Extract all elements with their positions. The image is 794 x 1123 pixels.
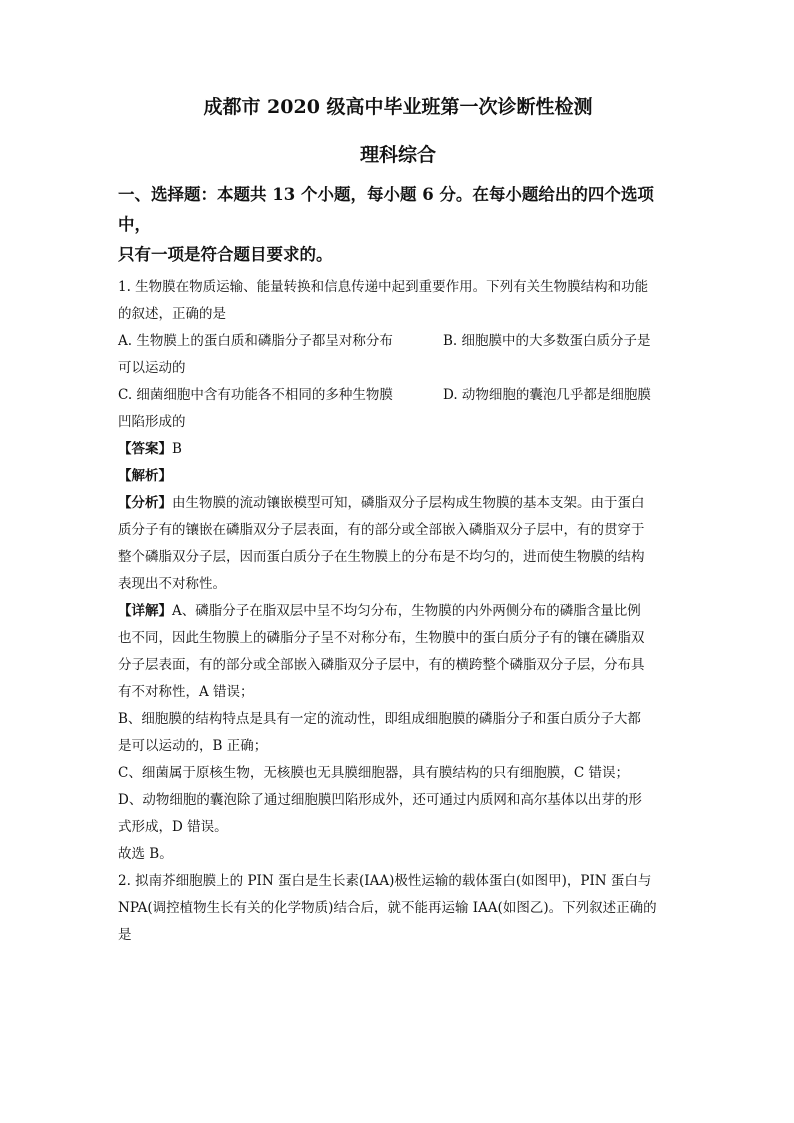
q1-c-line-1: C、细菌属于原核生物，无核膜也无具膜细胞器，具有膜结构的只有细胞膜，C 错误； [118, 765, 629, 781]
section-heading-line-2: 只有一项是符合题目要求的。 [118, 245, 333, 264]
answer-value: B [172, 441, 182, 457]
q1-xiangjie-line-4: 有不对称性，A 错误； [118, 684, 254, 700]
q1-d-line-1: D、动物细胞的囊泡除了通过细胞膜凹陷形成外，还可通过内质网和高尔基体以出芽的形 [118, 792, 642, 808]
q1-options-cd [118, 382, 678, 409]
q1-xiangjie-line-3: 分子层表面，有的部分或全部嵌入磷脂双分子层中，有的横跨整个磷脂双分子层，分布具 [118, 657, 645, 673]
q2-stem-line-3: 是 [118, 927, 132, 943]
xiangjie-text-1: A、磷脂分子在脂双层中呈不均匀分布，生物膜的内外两侧分布的磷脂含量比例 [172, 603, 641, 619]
q1-stem-line-2: 的叙述，正确的是 [118, 306, 226, 322]
exam-title: 成都市 2020 级高中毕业班第一次诊断性检测 [203, 96, 593, 118]
question-1 [118, 274, 678, 868]
q1-option-c: C. 细菌细胞中含有功能各不相同的多种生物膜 [118, 387, 393, 403]
q1-xiangjie-line-1 [118, 598, 678, 625]
q1-option-a: A. 生物膜上的蛋白质和磷脂分子都呈对称分布 [118, 333, 393, 349]
q1-d-line-2: 式形成，D 错误。 [118, 819, 228, 835]
q1-fenxi-line-1 [118, 490, 678, 517]
answer-tag: 【答案】 [118, 441, 172, 457]
question-2 [118, 868, 678, 949]
q1-fenxi-line-2: 质分子有的镶嵌在磷脂双分子层表面，有的部分或全部嵌入磷脂双分子层中，有的贯穿于 [118, 522, 645, 538]
q1-conclusion: 故选 B。 [118, 846, 173, 862]
q1-xiangjie-line-2: 也不同，因此生物膜上的磷脂分子呈不对称分布，生物膜中的蛋白质分子有的镶在磷脂双 [118, 630, 645, 646]
fenxi-tag: 【分析】 [118, 495, 172, 511]
q1-b-line-1: B、细胞膜的结构特点是具有一定的流动性，即组成细胞膜的磷脂分子和蛋白质分子大都 [118, 711, 641, 727]
q1-option-d: D. 动物细胞的囊泡几乎都是细胞膜 [443, 387, 651, 403]
q1-analysis-tag [118, 463, 678, 490]
q1-option-b-cont: 可以运动的 [118, 360, 186, 376]
exam-subtitle: 理科综合 [359, 144, 436, 166]
q1-fenxi-line-4: 表现出不对称性。 [118, 576, 226, 592]
xiangjie-tag: 【详解】 [118, 603, 172, 619]
q1-options-ab [118, 328, 678, 355]
document-page [118, 92, 678, 949]
q1-b-line-2: 是可以运动的，B 正确； [118, 738, 268, 754]
q1-stem-line-1: 1. 生物膜在物质运输、能量转换和信息传递中起到重要作用。下列有关生物膜结构和功能 [118, 279, 649, 295]
q1-answer [118, 436, 678, 463]
fenxi-text-1: 由生物膜的流动镶嵌模型可知，磷脂双分子层构成生物膜的基本支架。由于蛋白 [172, 495, 645, 511]
analysis-tag: 【解析】 [118, 468, 172, 484]
q1-fenxi-line-3: 整个磷脂双分子层，因而蛋白质分子在生物膜上的分布是不均匀的，进而使生物膜的结构 [118, 549, 645, 565]
section-heading-line-1: 一、选择题：本题共 13 个小题，每小题 6 分。在每小题给出的四个选项中， [118, 185, 654, 234]
q1-option-b: B. 细胞膜中的大多数蛋白质分子是 [443, 333, 651, 349]
q2-stem-line-1: 2. 拟南芥细胞膜上的 PIN 蛋白是生长素(IAA)极性运输的载体蛋白(如图甲)，PIN 蛋白与 [118, 873, 652, 889]
q1-option-d-cont: 凹陷形成的 [118, 414, 186, 430]
q2-stem-line-2: NPA(调控植物生长有关的化学物质)结合后，就不能再运输 IAA(如图乙)。下列叙述正确的 [118, 900, 657, 916]
section-heading [118, 180, 678, 270]
